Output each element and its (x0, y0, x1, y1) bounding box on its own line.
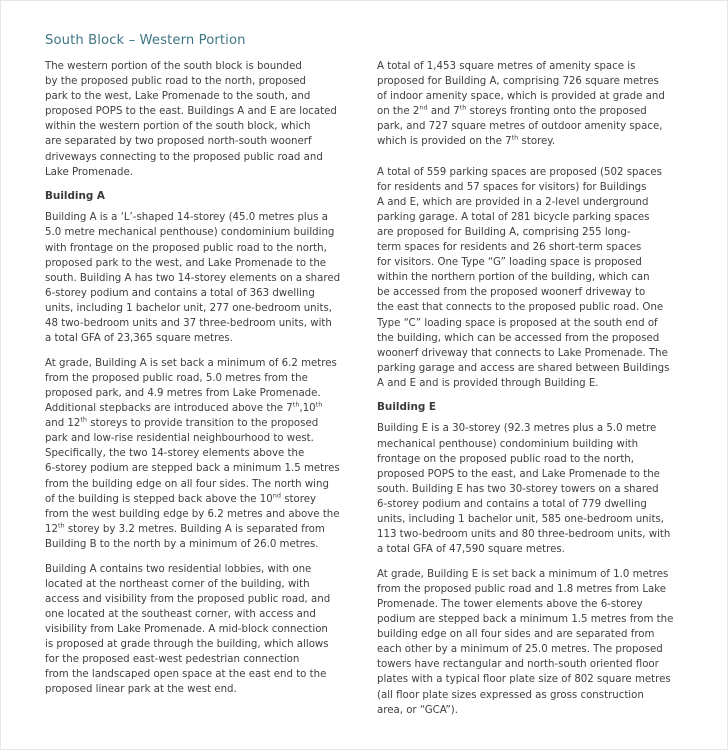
text-line: Lake Promenade. (45, 166, 133, 178)
text-line: are proposed for Building A, comprising 255 long- (377, 226, 631, 238)
text-line: A total of 559 parking spaces are proposed (502 spaces (377, 166, 662, 178)
text-line: Specifically, the two 14-storey elements above the (45, 448, 305, 460)
text-fragment: storey (281, 493, 317, 505)
text-line: At grade, Building A is set back a minimum of 6.2 metres (45, 357, 337, 369)
text-line: (all floor plate sizes expressed as gross construction (377, 689, 644, 701)
text-line: the east that connects to the proposed public road. One (377, 302, 664, 314)
text-line: 6-storey podium are stepped back a minimum 1.5 metres (45, 463, 340, 475)
text-line: by the proposed public road to the north, proposed (45, 76, 307, 88)
ordinal-superscript: th (80, 415, 88, 424)
text-line: a total GFA of 47,590 square metres. (377, 544, 565, 556)
building-a-heading: Building A (45, 190, 105, 203)
text-line: Building A is a ‘L’-shaped 14-storey (45.0 metres plus a (45, 212, 328, 224)
text-line: Building E is a 30-storey (92.3 metres plus a 5.0 metre (377, 423, 657, 435)
text-line: located at the northeast corner of the building, with (45, 578, 310, 590)
text-line: park, and 727 square metres of outdoor amenity space, (377, 121, 663, 133)
ordinal-superscript: th (315, 400, 323, 409)
intro-paragraph (45, 59, 363, 180)
ordinal-superscript: nd (272, 491, 282, 500)
text-line: proposed POPS to the east. Buildings A and E are located (45, 106, 337, 118)
text-fragment: storeys to provide transition to the proposed (87, 418, 319, 430)
text-fragment: ,10 (299, 403, 316, 415)
ordinal-superscript: th (57, 521, 65, 530)
text-line: for visitors. One Type “G” loading space is proposed (377, 257, 642, 269)
text-line: from the west building edge by 6.2 metres and above the (45, 508, 340, 520)
text-line: towers have rectangular and north-south oriented floor (377, 659, 659, 671)
text-line: podium are stepped back a minimum 1.5 metres from the (377, 614, 674, 626)
text-line: frontage on the proposed public road to the north, (377, 453, 635, 465)
building-e-setbacks-paragraph (377, 567, 695, 718)
text-line: mechanical penthouse) condominium building with (377, 438, 639, 450)
text-line (45, 401, 363, 416)
text-line: proposed POPS to the east, and Lake Promenade to the (377, 468, 660, 480)
text-line: from the landscaped open space at the east end to the (45, 669, 327, 681)
parking-paragraph (377, 165, 695, 391)
text-line: Promenade. The tower elements above the 6-storey (377, 599, 643, 610)
text-line: term spaces for residents and 26 short-term spaces (377, 242, 642, 254)
text-line: units, including 1 bachelor unit, 277 one-bedroom units, (45, 302, 333, 314)
text-fragment: 12 (45, 523, 58, 535)
text-line: access and visibility from the proposed public road, and (45, 593, 331, 605)
ordinal-superscript: nd (419, 103, 428, 112)
text-line: parking garage. A total of 281 bicycle parking spaces (377, 211, 650, 223)
text-line: for residents and 57 spaces for visitors) for Buildings (377, 181, 647, 193)
text-fragment: storey. (518, 136, 556, 148)
text-line: proposed for Building A, comprising 726 square metres (377, 76, 659, 88)
text-line (45, 522, 363, 537)
text-line: are separated by two proposed north-south woonerf (45, 136, 312, 148)
text-fragment: Additional stepbacks are introduced above the 7 (45, 403, 293, 415)
left-column (45, 59, 363, 707)
text-fragment: and 12 (45, 418, 81, 430)
text-line: the building, which can be accessed from the proposed (377, 332, 660, 344)
text-line: 48 two-bedroom units and 37 three-bedroom units, with (45, 318, 332, 329)
text-line: from the proposed public road and 1.8 metres from Lake (377, 583, 667, 595)
text-line: Building A contains two residential lobbies, with one (45, 563, 312, 575)
text-line: of indoor amenity space, which is provided at grade and (377, 91, 665, 103)
text-fragment: storey by 3.2 metres. Building A is separated from (64, 523, 325, 535)
amenity-paragraph (377, 59, 695, 150)
text-line (45, 492, 363, 507)
building-e-heading: Building E (377, 401, 436, 414)
text-line: plates with a typical floor plate size of 802 square metres (377, 674, 671, 686)
text-line: woonerf driveway that connects to Lake Promenade. The (377, 347, 668, 359)
text-line: each other by a minimum of 25.0 metres. The proposed (377, 644, 663, 656)
text-line: A and E, which are provided in a 2-level underground (377, 196, 649, 208)
text-line: driveways connecting to the proposed public road and (45, 151, 323, 163)
text-line (45, 416, 363, 431)
text-line: is proposed at grade through the building, which allows (45, 639, 329, 651)
text-line: one located at the southeast corner, with access and (45, 608, 316, 620)
text-line: The western portion of the south block is bounded (45, 61, 302, 72)
text-line: from the building edge on all four sides. The north wing (45, 478, 329, 490)
text-fragment: on the 2 (377, 106, 420, 118)
text-line: 6-storey podium and contains a total of 779 dwelling (377, 498, 647, 510)
building-e-description-paragraph (377, 421, 695, 557)
text-line: proposed park to the west, and Lake Promenade to the (45, 257, 327, 269)
building-a-setbacks-paragraph (45, 356, 363, 552)
text-line: Type “C” loading space is proposed at the south end of (377, 317, 658, 329)
text-line: parking garage and access are shared between Buildings (377, 362, 670, 374)
text-line: visibility from Lake Promenade. A mid-block connection (45, 623, 328, 635)
text-line: units, including 1 bachelor unit, 585 one-bedroom units, (377, 514, 665, 526)
text-line: a total GFA of 23,365 square metres. (45, 333, 233, 345)
text-line: park to the west, Lake Promenade to the south, and (45, 91, 311, 103)
text-fragment: and 7 (427, 106, 460, 118)
building-a-lobbies-paragraph (45, 562, 363, 698)
ordinal-superscript: th (511, 134, 519, 143)
text-fragment: of the building is stepped back above the 10 (45, 493, 273, 505)
text-line: for the proposed east-west pedestrian connection (45, 654, 300, 666)
text-fragment: which is provided on the 7 (377, 136, 512, 148)
text-line: south. Building A has two 14-storey elements on a shared (45, 272, 341, 284)
text-line: south. Building E has two 30-storey towers on a shared (377, 483, 659, 495)
ordinal-superscript: th (459, 103, 467, 112)
text-line: park and low-rise residential neighbourhood to west. (45, 433, 314, 445)
text-line: A and E and is provided through Building E. (377, 377, 599, 389)
ordinal-superscript: th (292, 400, 300, 409)
text-line: building edge on all four sides and are separated from (377, 629, 655, 641)
text-line: 6-storey podium and contains a total of 363 dwelling (45, 287, 315, 299)
text-line: proposed linear park at the west end. (45, 684, 237, 696)
text-line: Building B to the north by a minimum of 26.0 metres. (45, 538, 319, 550)
text-line (377, 104, 695, 119)
text-line: 113 two-bedroom units and 80 three-bedroom units, with (377, 529, 671, 541)
text-line: proposed park, and 4.9 metres from Lake Promenade. (45, 387, 321, 399)
text-line (377, 134, 695, 149)
text-line: At grade, Building E is set back a minimum of 1.0 metres (377, 568, 669, 580)
text-line: be accessed from the proposed woonerf driveway to (377, 287, 646, 299)
text-line: within the western portion of the south block, which (45, 121, 311, 133)
text-fragment: storeys fronting onto the proposed (466, 106, 647, 118)
text-line: 5.0 metre mechanical penthouse) condominium building (45, 227, 335, 239)
text-line: area, or “GCA”). (377, 704, 458, 716)
building-a-description-paragraph (45, 210, 363, 346)
text-line: with frontage on the proposed public road to the north, (45, 242, 327, 254)
text-line: A total of 1,453 square metres of amenity space is (377, 61, 636, 72)
right-column (377, 59, 695, 727)
text-line: within the northern portion of the building, which can (377, 272, 650, 284)
section-title: South Block – Western Portion (45, 33, 246, 48)
text-line: from the proposed public road, 5.0 metres from the (45, 372, 308, 384)
